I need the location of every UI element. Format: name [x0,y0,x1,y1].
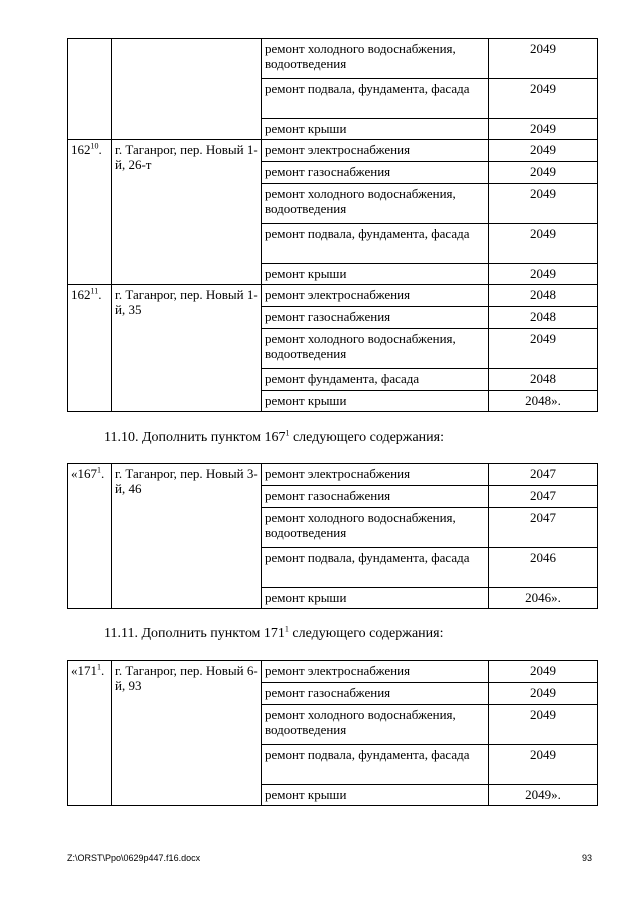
num-cell-empty [68,39,112,140]
work-cell: ремонт холодного водоснабжения, водоотведения [262,329,489,369]
paragraph-sup: 1 [285,428,290,438]
item-number-base: «171 [71,663,97,678]
work-cell: ремонт крыши [262,119,489,140]
paragraph-sup: 1 [284,624,289,634]
item-number-suffix: . [101,663,105,678]
work-cell: ремонт электроснабжения [262,140,489,162]
year-cell: 2049 [489,162,598,184]
year-cell: 2048 [489,369,598,391]
paragraph-text-tail: следующего содержания: [289,430,444,445]
address-cell: г. Таганрог, пер. Новый 1-й, 35 [112,285,262,412]
work-cell: ремонт подвала, фундамента, фасада [262,745,489,785]
year-cell: 2047 [489,464,598,486]
work-cell: ремонт подвала, фундамента, фасада [262,79,489,119]
item-number-suffix: . [98,142,102,157]
work-cell: ремонт газоснабжения [262,307,489,329]
work-cell: ремонт электроснабжения [262,464,489,486]
item-number [68,661,112,806]
address-cell: г. Таганрог, пер. Новый 1-й, 26-т [112,140,262,285]
paragraph-11-11 [104,626,443,642]
year-cell: 2049 [489,39,598,79]
work-cell: ремонт крыши [262,588,489,609]
footer-page-number: 93 [582,853,593,863]
table-continuation [67,38,598,412]
footer-file-path: Z:\ORST\Ppo\0629p447.f16.docx [67,853,201,863]
work-cell: ремонт газоснабжения [262,683,489,705]
address-cell-empty [112,39,262,140]
year-cell: 2049 [489,184,598,224]
item-number [68,140,112,285]
item-number [68,464,112,609]
paragraph-text-tail: следующего содержания: [288,626,444,641]
year-cell: 2048». [489,391,598,412]
table-row [68,39,598,79]
table-row [68,661,598,683]
work-cell: ремонт газоснабжения [262,486,489,508]
year-cell: 2049 [489,119,598,140]
year-cell: 2047 [489,486,598,508]
year-cell: 2049 [489,329,598,369]
table-row [68,140,598,162]
year-cell: 2049 [489,683,598,705]
work-cell: ремонт холодного водоснабжения, водоотведения [262,508,489,548]
year-cell: 2046 [489,548,598,588]
work-cell: ремонт крыши [262,785,489,806]
item-number-sup: 1 [97,465,101,475]
table-item-167 [67,463,598,609]
year-cell: 2046». [489,588,598,609]
year-cell: 2049 [489,661,598,683]
year-cell: 2049 [489,264,598,285]
table-row [68,464,598,486]
paragraph-11-10 [104,430,444,446]
work-cell: ремонт холодного водоснабжения, водоотведения [262,39,489,79]
item-number [68,285,112,412]
address-cell: г. Таганрог, пер. Новый 3-й, 46 [112,464,262,609]
work-cell: ремонт крыши [262,264,489,285]
item-number-sup: 11 [90,286,99,296]
work-cell: ремонт холодного водоснабжения, водоотведения [262,705,489,745]
work-cell: ремонт подвала, фундамента, фасада [262,548,489,588]
paragraph-text: 11.11. Дополнить пунктом 171 [104,626,285,641]
work-cell: ремонт электроснабжения [262,661,489,683]
year-cell: 2049 [489,79,598,119]
item-number-sup: 1 [97,662,101,672]
table-item-171 [67,660,598,806]
year-cell: 2048 [489,307,598,329]
item-number-base: 162 [71,142,91,157]
work-cell: ремонт подвала, фундамента, фасада [262,224,489,264]
work-cell: ремонт крыши [262,391,489,412]
paragraph-text: 11.10. Дополнить пунктом 167 [104,430,286,445]
year-cell: 2049 [489,140,598,162]
item-number-base: 162 [71,287,91,302]
table-row [68,285,598,307]
year-cell: 2049 [489,705,598,745]
item-number-suffix: . [101,466,105,481]
work-cell: ремонт фундамента, фасада [262,369,489,391]
work-cell: ремонт холодного водоснабжения, водоотведения [262,184,489,224]
work-cell: ремонт электроснабжения [262,285,489,307]
year-cell: 2049 [489,224,598,264]
year-cell: 2049». [489,785,598,806]
item-number-suffix: . [98,287,102,302]
year-cell: 2049 [489,745,598,785]
address-cell: г. Таганрог, пер. Новый 6-й, 93 [112,661,262,806]
item-number-base: «167 [71,466,97,481]
work-cell: ремонт газоснабжения [262,162,489,184]
year-cell: 2048 [489,285,598,307]
item-number-sup: 10 [90,141,99,151]
year-cell: 2047 [489,508,598,548]
